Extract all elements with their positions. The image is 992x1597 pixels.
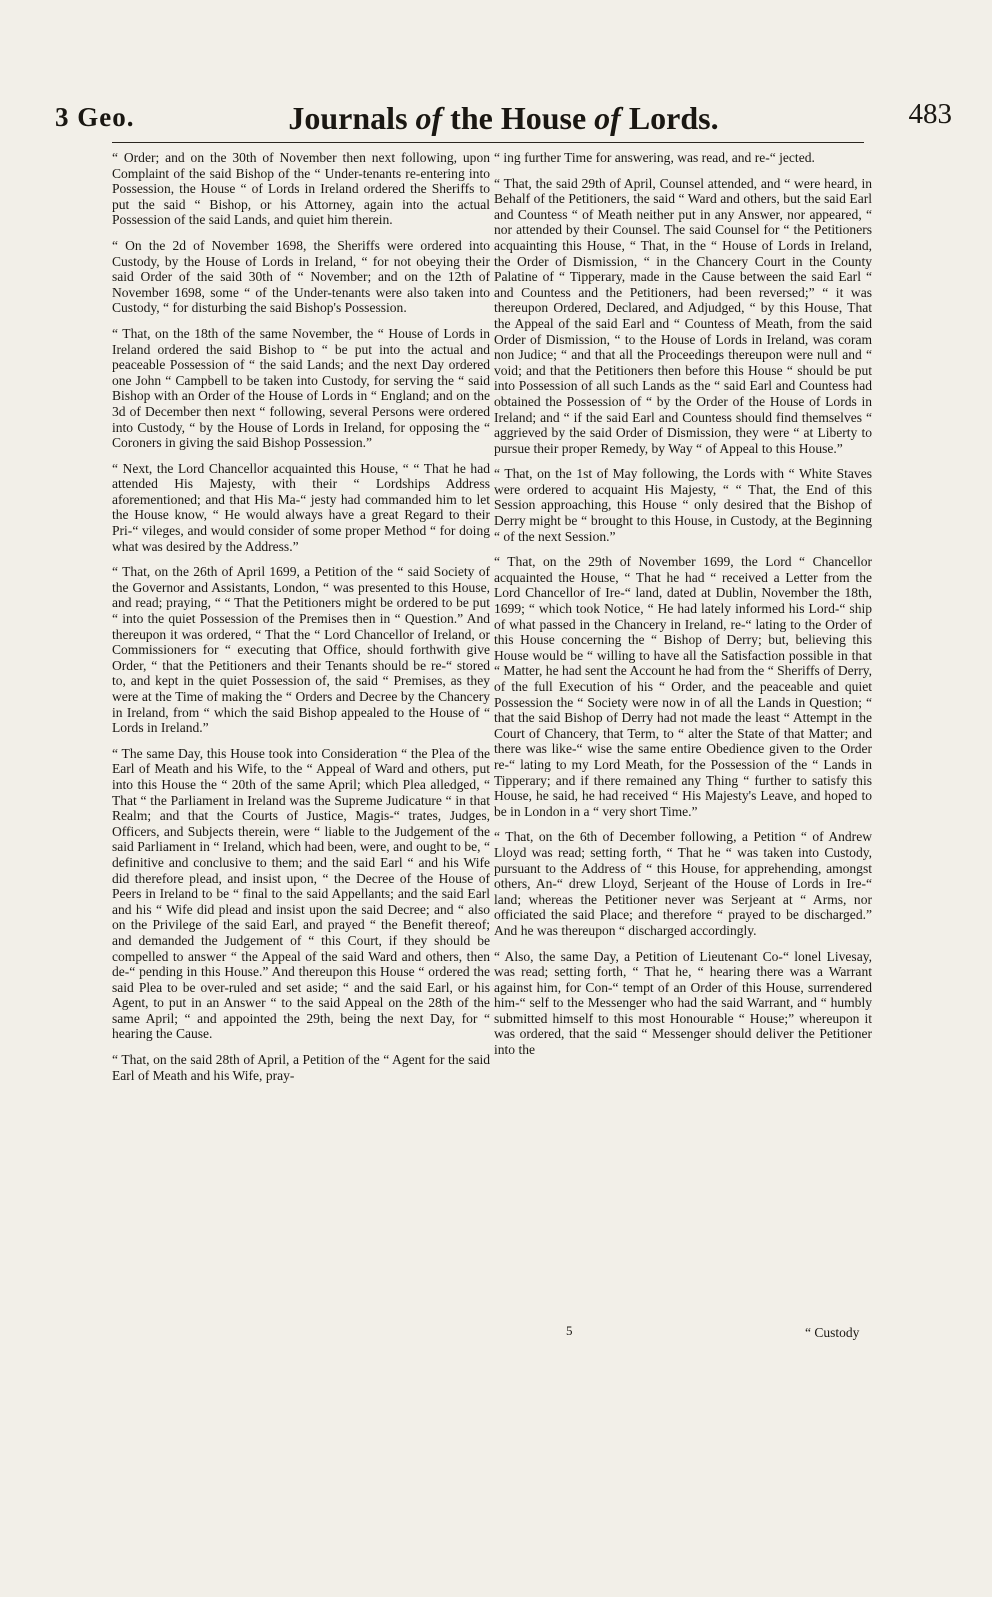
paragraph: “ Next, the Lord Chancellor acquainted this House, “ “ That he had attended His Majesty, with their “ Lordships Address aforementioned; and that His Ma-“ jesty had commanded him to let the House know, “ He would always have a great Regard to their Pri-“ vileges, and would consider of some proper Method “ for doing what was desired by the Address.” — [112, 460, 490, 554]
running-title: Journals of the House of Lords. — [288, 100, 719, 136]
paragraph: “ That, the said 29th of April, Counsel attended, and “ were heard, in Behalf of the Petitioners, the said “ Ward and others, but the said Earl and Countess “ of Meath neither put in any Answer, nor appeared, “ nor attended by their Counsel. The said Counsel for “ the Petitioners acquainting this House, “ That, in the “ House of Lords in Ireland, the Order of Dismission, “ in the Chancery Court in the County Palatine of “ Tipperary, made in the Cause between the said Earl “ and Countess and the Petitioners, had been reversed;” “ it was thereupon Ordered, Declared, and Adjudged, “ by this House, That the Appeal of the said Earl and “ Countess of Meath, from the said Order of Dismission, “ to the House of Lords in Ireland, was coram non Judice; “ and that all the Proceedings thereupon were null and “ void; and that the Petitioners then before this House “ should be put into Possession of all such Lands as the “ said Earl and Countess had obtained the Possession of “ by the Order of the House of Lords in Ireland; and “ if the said Earl and Countess should find themselves “ aggrieved by the said Order of Dismission, they were “ at Liberty to pursue their proper Remedy, by Way “ of Appeal to this House.” — [494, 175, 872, 456]
paragraph: “ That, on the 29th of November 1699, the Lord “ Chancellor acquainted the House, “ That he had “ received a Letter from the Lord Chancellor of Ire-“ land, dated at Dublin, November the 18th, 1699; “ which took Notice, “ He had lately informed his Lord-“ ship of what passed in the Chancery in Ireland, re-“ lating to the Order of this House concerning the “ Bishop of Derry; but, believing this House would be “ willing to have all the Satisfaction possible in that “ Matter, he had sent the Account he had from the “ Sheriffs of Derry, of the full Execution of his “ Order, and the peaceable and quiet Possession the “ Society were now in of all the Lands in Question; “ that the said Bishop of Derry had not made the least “ Attempt in the Court of Chancery, that Term, to “ alter the State of that Matter; and there was like-“ wise the same entire Obedience given to the Order re-“ lating to my Lord Meath, for the Possession of the “ Lands in Tipperary; and if there remained any Thing “ further to satisfy this House, he said, he had received “ His Majesty's Leave, and hoped to be in London in a “ very short Time.” — [494, 554, 872, 819]
paragraph: “ The same Day, this House took into Consideration “ the Plea of the Earl of Meath and his Wife, to the “ Appeal of Ward and others, put into this House the “ 20th of the same April; which Plea alledged, “ That “ the Parliament in Ireland was the Supreme Judicature “ in that Realm; and that the Courts of Justice, Magis-“ trates, Judges, Officers, and Subjects therein, were “ liable to the Judgement of the said Parliament in “ Ireland, which had been, were, and ought to be, “ definitive and conclusive to them; and the said Earl “ and his Wife did therefore plead, and insist upon, “ the Decree of the House of Peers in Ireland to be “ final to the said Appellants; and the said Earl and his “ Wife did plead and insist upon the said Decree; and “ also on the Privilege of the said Earl, and prayed “ the Benefit thereof; and demanded the Judgement of “ this Court, if they should be compelled to answer “ the Appeal of the said Ward and others, then de-“ pending in this House.” And thereupon this House “ ordered the said Plea to be over-ruled and set aside; “ and the said Earl, or his Agent, to put in an Answer “ to the said Appeal on the 28th of the same April; “ and appointed the 29th, being the next Day, for “ hearing the Cause. — [112, 745, 490, 1042]
catchword: “ Custody — [805, 1325, 860, 1340]
paragraph: “ That, on the 1st of May following, the Lords with “ White Staves were ordered to acquaint His Majesty, “ “ That, the End of this Session approaching, this House “ only desired that the Bishop of Derry might be “ brought to this House, in Custody, at the Beginning “ of the next Session.” — [494, 466, 872, 544]
page-number: 483 — [908, 98, 952, 130]
header-rule — [112, 142, 864, 143]
paragraph: “ That, on the said 28th of April, a Petition of the “ Agent for the said Earl of Meath and his Wife, pray- — [112, 1052, 490, 1083]
paragraph: “ ing further Time for answering, was read, and re-“ jected. — [494, 150, 815, 165]
paragraph: “ That, on the 6th of December following, a Petition “ of Andrew Lloyd was read; setting forth, “ That he “ was taken into Custody, pursuant to the Address of “ this House, for apprehending, amongst others, An-“ drew Lloyd, Serjeant of the House of Lords in Ire-“ land; whereas the Petitioner never was Serjeant at “ Arms, nor officiated the said Place; and therefore “ prayed to be discharged.” And he was thereupon “ discharged accordingly. — [494, 829, 872, 938]
paragraph: “ That, on the 18th of the same November, the “ House of Lords in Ireland ordered the said Bishop to “ be put into the actual and peaceable Possession of “ the said Lands; and the next Day ordered one John “ Campbell to be taken into Custody, for serving the “ said Bishop with an Order of the House of Lords in “ England; and on the 3d of December then next “ following, several Persons were ordered into Custody, “ by the House of Lords in Ireland, for opposing the “ Coroners in giving the said Bishop Possession.” — [112, 325, 490, 451]
paragraph: “ On the 2d of November 1698, the Sheriffs were ordered into Custody, by the House of Lords in Ireland, “ for not obeying their said Order of the said 30th of “ November; and on the 12th of November 1698, some “ of the Under-tenants were also taken into Custody, “ for disturbing the said Bishop's Possession. — [112, 237, 490, 316]
right-column — [494, 150, 872, 1068]
paragraph: “ That, on the 26th of April 1699, a Petition of the “ said Society of the Governor and Assistants, London, “ was presented to this House, and read; praying, “ “ That the Petitioners might be ordered to be put “ into the quiet Possession of the Premises then in “ Question.” And thereupon it was ordered, “ That the “ Lord Chancellor of Ireland, or Commissioners for “ executing that Office, should forthwith give Order, “ that the Petitioners and their Tenants should be re-“ stored to, and kept in the quiet Possession of, the said “ Premises, as they were at the Time of making the “ Orders and Decree by the Chancery in Ireland, from “ which the said Bishop appealed to the House of “ Lords in Ireland.” — [112, 564, 490, 736]
paragraph: “ Also, the same Day, a Petition of Lieutenant Co-“ lonel Livesay, was read; setting forth, “ That he, “ hearing there was a Warrant against him, for Con-“ tempt of an Order of this House, surrendered him-“ self to the Messenger who had the said Warrant, and “ humbly submitted himself to this most Honourable “ House;” whereupon it was ordered, that the said “ Messenger should deliver the Petitioner into the — [494, 948, 872, 1058]
signature-mark: 5 — [566, 1323, 573, 1338]
regnal-year: 3 Geo. — [55, 102, 135, 132]
paragraph: “ Order; and on the 30th of November then next following, upon Complaint of the said Bishop of the “ Under-tenants re-entering into Possession, the House “ of Lords in Ireland ordered the Sheriffs to put the said “ Bishop, or his Attorney, again into the actual Possession of the said Lands, and quiet him therein. — [112, 150, 490, 228]
left-column — [112, 150, 490, 1093]
page-header — [55, 96, 952, 142]
